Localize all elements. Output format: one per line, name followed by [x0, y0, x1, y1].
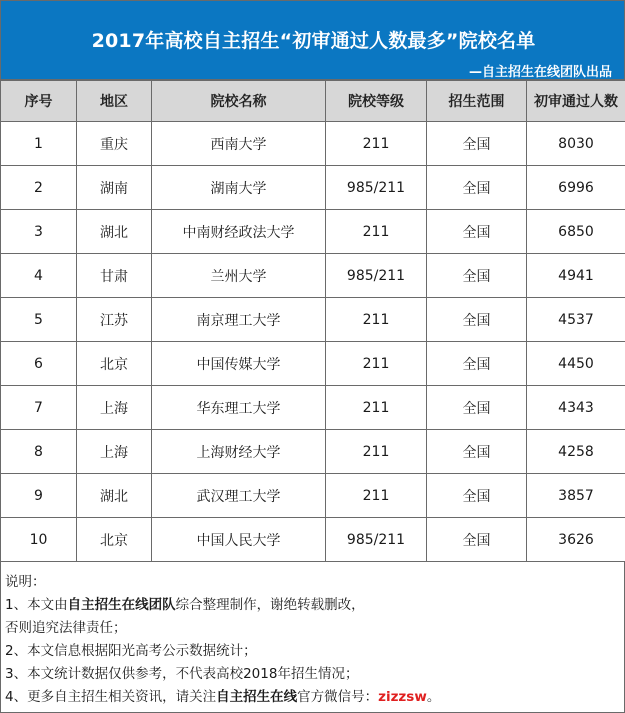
cell-enrollment-scope: 全国	[427, 210, 527, 254]
cell-school-level: 211	[326, 210, 427, 254]
cell-index: 9	[1, 474, 77, 518]
cell-school-level: 211	[326, 342, 427, 386]
cell-school-name: 武汉理工大学	[152, 474, 326, 518]
table-row	[1, 254, 625, 298]
producer-credit: —自主招生在线团队出品	[468, 65, 612, 80]
cell-region: 甘肃	[77, 254, 152, 298]
cell-passed-count: 4343	[527, 386, 625, 430]
cell-region: 北京	[77, 342, 152, 386]
cell-enrollment-scope: 全国	[427, 474, 527, 518]
note-line-4	[5, 686, 624, 709]
note-text: 1、本文由	[5, 597, 68, 613]
cell-school-name: 兰州大学	[152, 254, 326, 298]
cell-school-level: 211	[326, 386, 427, 430]
cell-region: 湖北	[77, 474, 152, 518]
cell-passed-count: 6996	[527, 166, 625, 210]
cell-region: 上海	[77, 430, 152, 474]
table-row	[1, 342, 625, 386]
cell-index: 7	[1, 386, 77, 430]
cell-school-name: 中国传媒大学	[152, 342, 326, 386]
col-header-enrollment-scope: 招生范围	[427, 81, 527, 122]
ranking-table	[0, 80, 625, 562]
title-banner	[0, 0, 625, 80]
cell-passed-count: 3626	[527, 518, 625, 562]
cell-passed-count: 3857	[527, 474, 625, 518]
note-text: 4、更多自主招生相关资讯，请关注	[5, 689, 217, 705]
table-row	[1, 298, 625, 342]
table-row	[1, 210, 625, 254]
col-header-school-level: 院校等级	[326, 81, 427, 122]
brand-name-bold: 自主招生在线	[216, 689, 298, 705]
cell-school-level: 211	[326, 474, 427, 518]
cell-enrollment-scope: 全国	[427, 430, 527, 474]
cell-index: 10	[1, 518, 77, 562]
cell-enrollment-scope: 全国	[427, 342, 527, 386]
col-header-region: 地区	[77, 81, 152, 122]
cell-index: 3	[1, 210, 77, 254]
page-title: 2017年高校自主招生“初审通过人数最多”院校名单	[91, 30, 536, 52]
note-text: 官方微信号：	[297, 689, 379, 705]
cell-enrollment-scope: 全国	[427, 254, 527, 298]
table-row	[1, 386, 625, 430]
cell-index: 6	[1, 342, 77, 386]
table-row	[1, 474, 625, 518]
note-line-2: 2、本文信息根据阳光高考公示数据统计；	[5, 643, 257, 659]
cell-school-level: 985/211	[326, 518, 427, 562]
cell-passed-count: 4941	[527, 254, 625, 298]
cell-region: 江苏	[77, 298, 152, 342]
notes-section	[0, 561, 625, 713]
cell-enrollment-scope: 全国	[427, 166, 527, 210]
cell-enrollment-scope: 全国	[427, 518, 527, 562]
cell-index: 2	[1, 166, 77, 210]
cell-school-level: 211	[326, 430, 427, 474]
note-line-1-continued: 否则追究法律责任；	[5, 620, 127, 636]
note-line-1	[5, 594, 624, 617]
cell-passed-count: 8030	[527, 122, 625, 166]
col-header-school-name: 院校名称	[152, 81, 326, 122]
cell-index: 8	[1, 430, 77, 474]
cell-region: 北京	[77, 518, 152, 562]
cell-passed-count: 6850	[527, 210, 625, 254]
cell-school-name: 湖南大学	[152, 166, 326, 210]
cell-index: 5	[1, 298, 77, 342]
cell-region: 湖南	[77, 166, 152, 210]
cell-index: 4	[1, 254, 77, 298]
cell-passed-count: 4258	[527, 430, 625, 474]
cell-school-name: 西南大学	[152, 122, 326, 166]
wechat-id: zizzsw	[378, 689, 427, 705]
note-text: 综合整理制作，谢绝转载删改，	[175, 597, 365, 613]
cell-school-name: 中国人民大学	[152, 518, 326, 562]
cell-passed-count: 4450	[527, 342, 625, 386]
cell-index: 1	[1, 122, 77, 166]
table-header-row	[1, 81, 625, 122]
note-text: 。	[426, 689, 441, 705]
cell-school-name: 南京理工大学	[152, 298, 326, 342]
table-row	[1, 518, 625, 562]
cell-enrollment-scope: 全国	[427, 122, 527, 166]
cell-region: 湖北	[77, 210, 152, 254]
note-line-3: 3、本文统计数据仅供参考，不代表高校2018年招生情况；	[5, 666, 359, 682]
cell-school-level: 211	[326, 122, 427, 166]
cell-enrollment-scope: 全国	[427, 298, 527, 342]
cell-school-name: 上海财经大学	[152, 430, 326, 474]
cell-passed-count: 4537	[527, 298, 625, 342]
cell-school-level: 985/211	[326, 166, 427, 210]
team-name-bold: 自主招生在线团队	[67, 597, 176, 613]
cell-region: 上海	[77, 386, 152, 430]
cell-school-name: 华东理工大学	[152, 386, 326, 430]
col-header-passed-count: 初审通过人数	[527, 81, 625, 122]
table-row	[1, 166, 625, 210]
notes-heading: 说明：	[5, 574, 46, 590]
cell-region: 重庆	[77, 122, 152, 166]
table-row	[1, 430, 625, 474]
cell-school-level: 211	[326, 298, 427, 342]
table-row	[1, 122, 625, 166]
col-header-index: 序号	[1, 81, 77, 122]
cell-school-name: 中南财经政法大学	[152, 210, 326, 254]
cell-enrollment-scope: 全国	[427, 386, 527, 430]
cell-school-level: 985/211	[326, 254, 427, 298]
